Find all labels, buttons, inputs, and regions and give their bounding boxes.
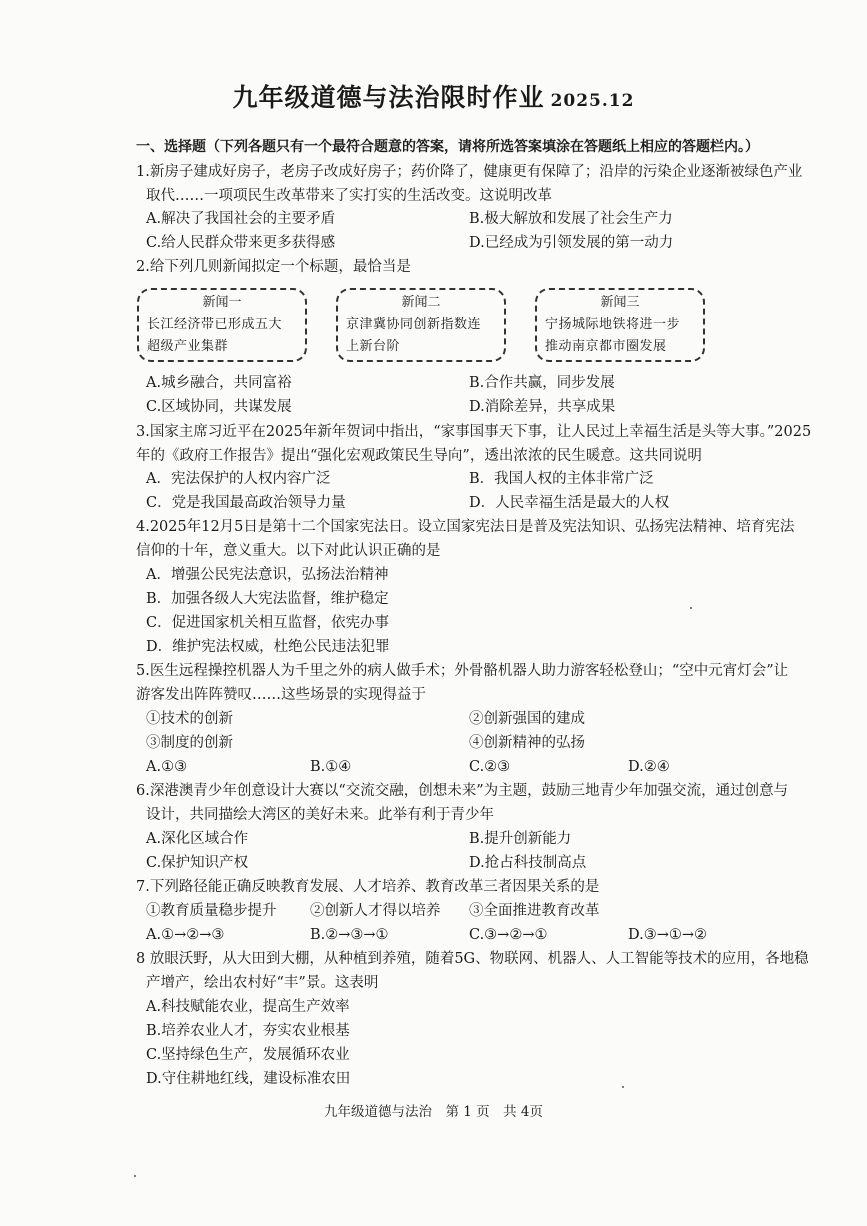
q3-stem-line1: 3.国家主席习近平在2025年新年贺词中指出，“家事国事天下事，让人民过上幸福生活是头等大事。”2025 [136, 424, 812, 440]
news-1-line1: 长江经济带已形成五大 [147, 317, 283, 332]
q5-stem-line2: 游客发出阵阵赞叹……这些场景的实现得益于 [136, 687, 426, 703]
news-box-3 [535, 288, 705, 362]
q7-option-a: A.①→②→③ [146, 927, 225, 943]
q5-option-b: B.①④ [310, 759, 352, 775]
q2-option-d: D.消除差异，共享成果 [469, 399, 616, 415]
q3-option-a: A．宪法保护的人权内容广泛 [146, 471, 331, 487]
q6-option-a: A.深化区域合作 [146, 831, 249, 847]
q4-option-c: C．促进国家机关相互监督，依宪办事 [146, 615, 390, 631]
q1-stem-line2: 取代……一项项民生改革带来了实打实的生活改变。这说明改革 [146, 188, 552, 204]
scan-speck [690, 607, 692, 609]
q5-item-4: ④创新精神的弘扬 [469, 735, 585, 751]
q8-option-d: D.守住耕地红线，建设标准农田 [146, 1071, 351, 1087]
q7-stem: 7.下列路径能正确反映教育发展、人才培养、教育改革三者因果关系的是 [136, 879, 600, 895]
q5-item-3: ③制度的创新 [146, 735, 233, 751]
news-box-2 [336, 288, 506, 362]
q6-option-c: C.保护知识产权 [146, 855, 249, 871]
news-1-line2: 超级产业集群 [147, 339, 229, 354]
q7-item-3: ③全面推进教育改革 [469, 903, 600, 919]
news-2-line2: 上新台阶 [346, 339, 401, 354]
q7-item-2: ②创新人才得以培养 [310, 903, 441, 919]
q3-option-b: B．我国人权的主体非常广泛 [469, 471, 654, 487]
exam-title [0, 78, 867, 114]
q7-option-b: B.②→③→① [310, 927, 389, 943]
section-heading: 一、选择题（下列各题只有一个最符合题意的答案，请将所选答案填涂在答题纸上相应的答题栏内。） [136, 139, 759, 155]
title-text: 九年级道德与法治限时作业 [232, 83, 545, 112]
q4-option-a: A．增强公民宪法意识，弘扬法治精神 [146, 567, 389, 583]
q2-option-c: C.区域协同，共谋发展 [146, 399, 292, 415]
q8-option-b: B.培养农业人才，夯实农业根基 [146, 1023, 350, 1039]
q4-option-b: B．加强各级人大宪法监督，维护稳定 [146, 591, 389, 607]
q7-item-1: ①教育质量稳步提升 [146, 903, 277, 919]
q2-option-a: A.城乡融合，共同富裕 [146, 375, 292, 391]
scan-speck [134, 1175, 136, 1177]
news-3-line2: 推动南京都市圈发展 [545, 339, 667, 354]
q2-option-b: B.合作共赢，同步发展 [469, 375, 615, 391]
q5-option-c: C.②③ [469, 759, 511, 775]
q5-item-1: ①技术的创新 [146, 711, 233, 727]
news-2-line1: 京津冀协同创新指数连 [346, 317, 482, 332]
scan-speck [622, 1086, 624, 1088]
q6-option-b: B.提升创新能力 [469, 831, 572, 847]
news-3-line1: 宁扬城际地铁将进一步 [545, 317, 681, 332]
q4-stem-line2: 信仰的十年，意义重大。以下对此认识正确的是 [136, 543, 441, 559]
q8-option-c: C.坚持绿色生产，发展循环农业 [146, 1047, 350, 1063]
q1-option-b: B.极大解放和发展了社会生产力 [469, 211, 673, 227]
q5-stem-line1: 5.医生远程操控机器人为千里之外的病人做手术；外骨骼机器人助力游客轻松登山；“空中元宵灯会”让 [136, 663, 789, 679]
page-footer: 九年级道德与法治 第 1 页 共 4页 [323, 1104, 544, 1120]
q8-stem-line1: 8 放眼沃野，从大田到大棚，从种植到养殖，随着5G、物联网、机器人、人工智能等技术的应用，各地稳 [136, 951, 809, 967]
q2-stem: 2.给下列几则新闻拟定一个标题，最恰当是 [136, 259, 411, 275]
q5-item-2: ②创新强国的建成 [469, 711, 585, 727]
q1-option-c: C.给人民群众带来更多获得感 [146, 235, 336, 251]
q8-option-a: A.科技赋能农业，提高生产效率 [146, 999, 350, 1015]
q3-option-c: C．党是我国最高政治领导力量 [146, 495, 346, 511]
q3-option-d: D．人民幸福生活是最大的人权 [469, 495, 670, 511]
q8-stem-line2: 产增产，绘出农村好“丰”景。这表明 [146, 975, 379, 991]
q5-option-a: A.①③ [146, 759, 188, 775]
news-2-title: 新闻二 [401, 295, 441, 310]
news-box-1 [137, 288, 307, 362]
q3-stem-line2: 年的《政府工作报告》提出“强化宏观政策民生导向”，透出浓浓的民生暖意。这共同说明 [136, 448, 702, 464]
q4-option-d: D．维护宪法权威，杜绝公民违法犯罪 [146, 639, 390, 655]
q6-stem-line2: 设计，共同描绘大湾区的美好未来。此举有利于青少年 [146, 807, 494, 823]
q4-stem-line1: 4.2025年12月5日是第十二个国家宪法日。设立国家宪法日是普及宪法知识、弘扬宪法精神、培育宪法 [136, 519, 795, 535]
q1-option-a: A.解决了我国社会的主要矛盾 [146, 211, 336, 227]
q5-option-d: D.②④ [628, 759, 670, 775]
q1-option-d: D.已经成为引领发展的第一动力 [469, 235, 674, 251]
q1-stem-line1: 1.新房子建成好房子，老房子改成好房子；药价降了，健康更有保障了；沿岸的污染企业逐渐被绿色产业 [136, 164, 803, 180]
news-1-title: 新闻一 [202, 295, 242, 310]
title-date: 2025.12 [550, 91, 635, 111]
q6-stem-line1: 6.深港澳青少年创意设计大赛以“交流交融，创想未来”为主题，鼓励三地青少年加强交流，通过创意与 [136, 783, 789, 799]
q6-option-d: D.抢占科技制高点 [469, 855, 587, 871]
q7-option-d: D.③→①→② [628, 927, 708, 943]
q7-option-c: C.③→②→① [469, 927, 548, 943]
news-3-title: 新闻三 [600, 295, 640, 310]
